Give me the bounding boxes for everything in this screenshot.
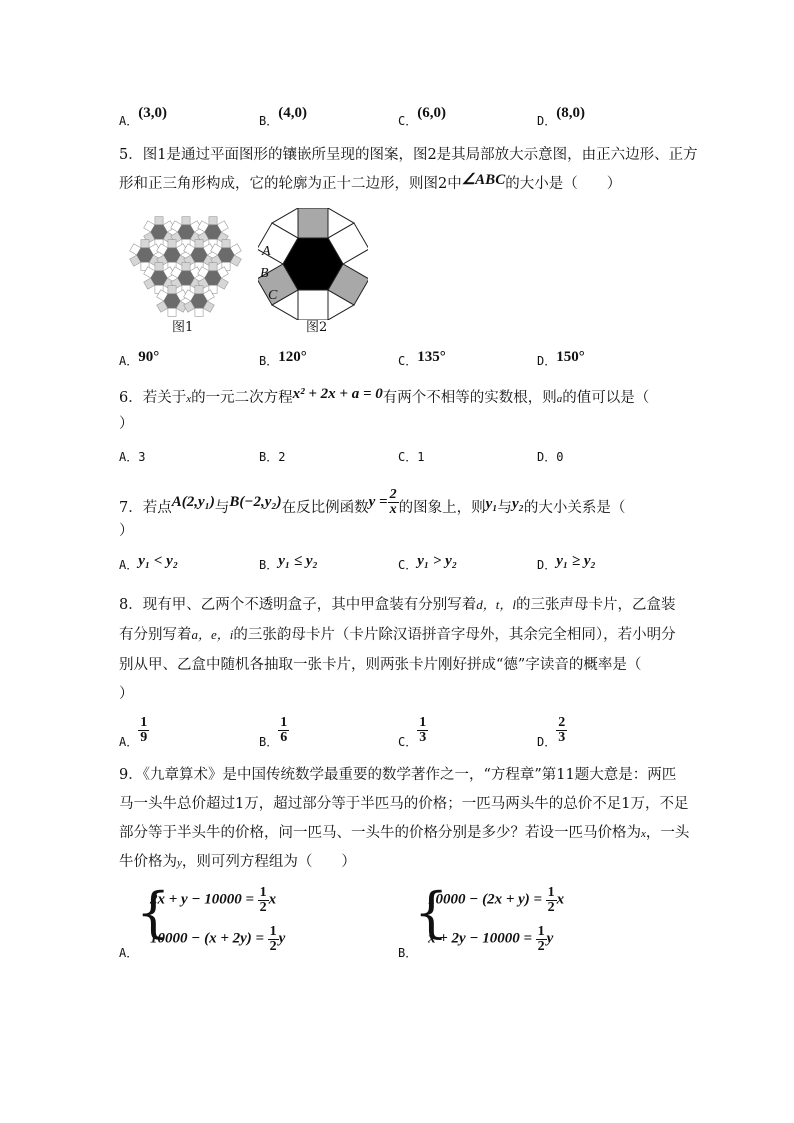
q7-line-1: 7．若点A(2,y₁)与B(−2,y₂)在反比例函数y = $\frac{2}{x}$ 的图象上，则y₁与y₂的大小关系是（: [119, 487, 626, 517]
q4-option-d: D．(8,0): [537, 105, 585, 128]
q8-line-2: 有分别写着a，e，i的三张韵母卡片（卡片除汉语拼音字母外，其余完全相同），若小明分: [119, 627, 676, 643]
q5-line-2: 形和正三角形构成，它的轮廓为正十二边形，则图2中∠ABC的大小是（ ）: [119, 172, 622, 192]
q9-line-1: 9．《九章算术》是中国传统数学最重要的数学著作之一，“方程章”第11题大意是：两匹: [119, 767, 677, 783]
q9-b-eq2: x + 2y − 10000 = $\frac{1}{2}$ y: [428, 924, 554, 954]
q5-option-c: C．135°: [398, 349, 446, 368]
figure-1-tessellation: [119, 210, 254, 322]
q9-line-4: 牛价格为y，则可列方程组为（ ）: [119, 854, 356, 870]
figure-2-caption: 图2: [306, 320, 328, 335]
q7-option-c: C．y₁ > y₂: [398, 553, 458, 572]
q6-option-d: D．0: [537, 450, 564, 464]
fig1-square: [195, 286, 203, 294]
fig1-square: [168, 308, 176, 316]
q7-option-a: A．y₁ < y₂: [119, 553, 179, 572]
q9-line-2: 马一头牛总价超过1万，超过部分等于半匹马的价格；一匹马两头牛的总价不足1万，不足: [119, 796, 689, 812]
fig1-square: [168, 240, 176, 248]
fig1-square: [195, 240, 203, 248]
q9-option-a-brace: {: [136, 881, 171, 944]
fig2-label-b: B: [260, 266, 269, 281]
fig1-square: [182, 217, 190, 225]
fig1-square: [168, 286, 176, 294]
q5-line-1: 5．图1是通过平面图形的镶嵌所呈现的图案，图2是其局部放大示意图，由正六边形、正方: [119, 147, 698, 163]
q6-option-b: B．2: [259, 450, 286, 464]
fig1-square: [195, 308, 203, 316]
angle-abc: ∠ABC: [461, 172, 506, 188]
q8-option-b: B． $\frac{1}{6}$: [259, 715, 288, 749]
fig2-label-a: A: [262, 244, 271, 259]
point-b: B(−2,y₂): [229, 493, 282, 510]
q9-a-eq1: 2x + y − 10000 = $\frac{1}{2}$ x: [150, 885, 277, 915]
q8-option-c: C． $\frac{1}{3}$: [398, 715, 427, 749]
q7-option-d: D．y₁ ≥ y₂: [537, 553, 596, 572]
q8-line-3: 别从甲、乙盒中随机各抽取一张卡片，则两张卡片刚好拼成“德”字读音的概率是（: [119, 657, 642, 673]
q6-equation: x² + 2x + a = 0: [292, 386, 383, 402]
q4-option-a: A．(3,0): [119, 105, 167, 128]
fig2-square: [298, 290, 328, 320]
q9-option-a-label: A．: [119, 946, 139, 960]
q6-option-a: A．3: [119, 450, 146, 464]
q9-b-eq1: 10000 − (2x + y) = $\frac{1}{2}$ x: [428, 885, 565, 915]
q6-line-2: ）: [119, 416, 134, 432]
q6-line-1: 6．若关于x的一元二次方程x² + 2x + a = 0有两个不相等的实数根，则a的值可以是（: [119, 386, 650, 406]
q9-option-b-label: B．: [398, 946, 418, 960]
point-a: A(2,y₁): [171, 493, 215, 510]
fig2-label-c: C: [268, 288, 278, 303]
q9-line-3: 部分等于半头牛的价格，问一匹马、一头牛的价格分别是多少？若设一匹马价格为x，一头: [119, 825, 690, 841]
q6-option-c: C．1: [398, 450, 425, 464]
fig1-square: [155, 263, 163, 271]
q8-line-4: ）: [119, 686, 134, 702]
q5-option-b: B．120°: [259, 349, 307, 368]
q4-option-b: B．(4,0): [259, 105, 307, 128]
inverse-function: y = $\frac{2}{x}$: [368, 487, 397, 517]
q9-option-b-brace: {: [414, 881, 449, 944]
fig1-square: [155, 217, 163, 225]
fig1-square: [222, 240, 230, 248]
fig2-square: [298, 208, 328, 238]
q8-option-a: A． $\frac{1}{9}$: [119, 715, 148, 749]
q7-option-b: B．y₁ ≤ y₂: [259, 553, 318, 572]
q4-option-c: C．(6,0): [398, 105, 446, 128]
q8-line-1: 8．现有甲、乙两个不透明盒子，其中甲盒装有分别写着d，t，l的三张声母卡片，乙盒装: [119, 597, 676, 613]
q5-option-a: A．90°: [119, 349, 160, 368]
figure-1-caption: 图1: [172, 320, 194, 335]
fig1-square: [209, 217, 217, 225]
fig1-square: [209, 263, 217, 271]
q5-option-d: D．150°: [537, 349, 585, 368]
q8-option-d: D． $\frac{2}{3}$: [537, 715, 566, 749]
fig1-square: [182, 263, 190, 271]
fig1-square: [141, 240, 149, 248]
q9-a-eq2: 10000 − (x + 2y) = $\frac{1}{2}$ y: [150, 924, 286, 954]
q7-line-2: ）: [119, 523, 134, 539]
